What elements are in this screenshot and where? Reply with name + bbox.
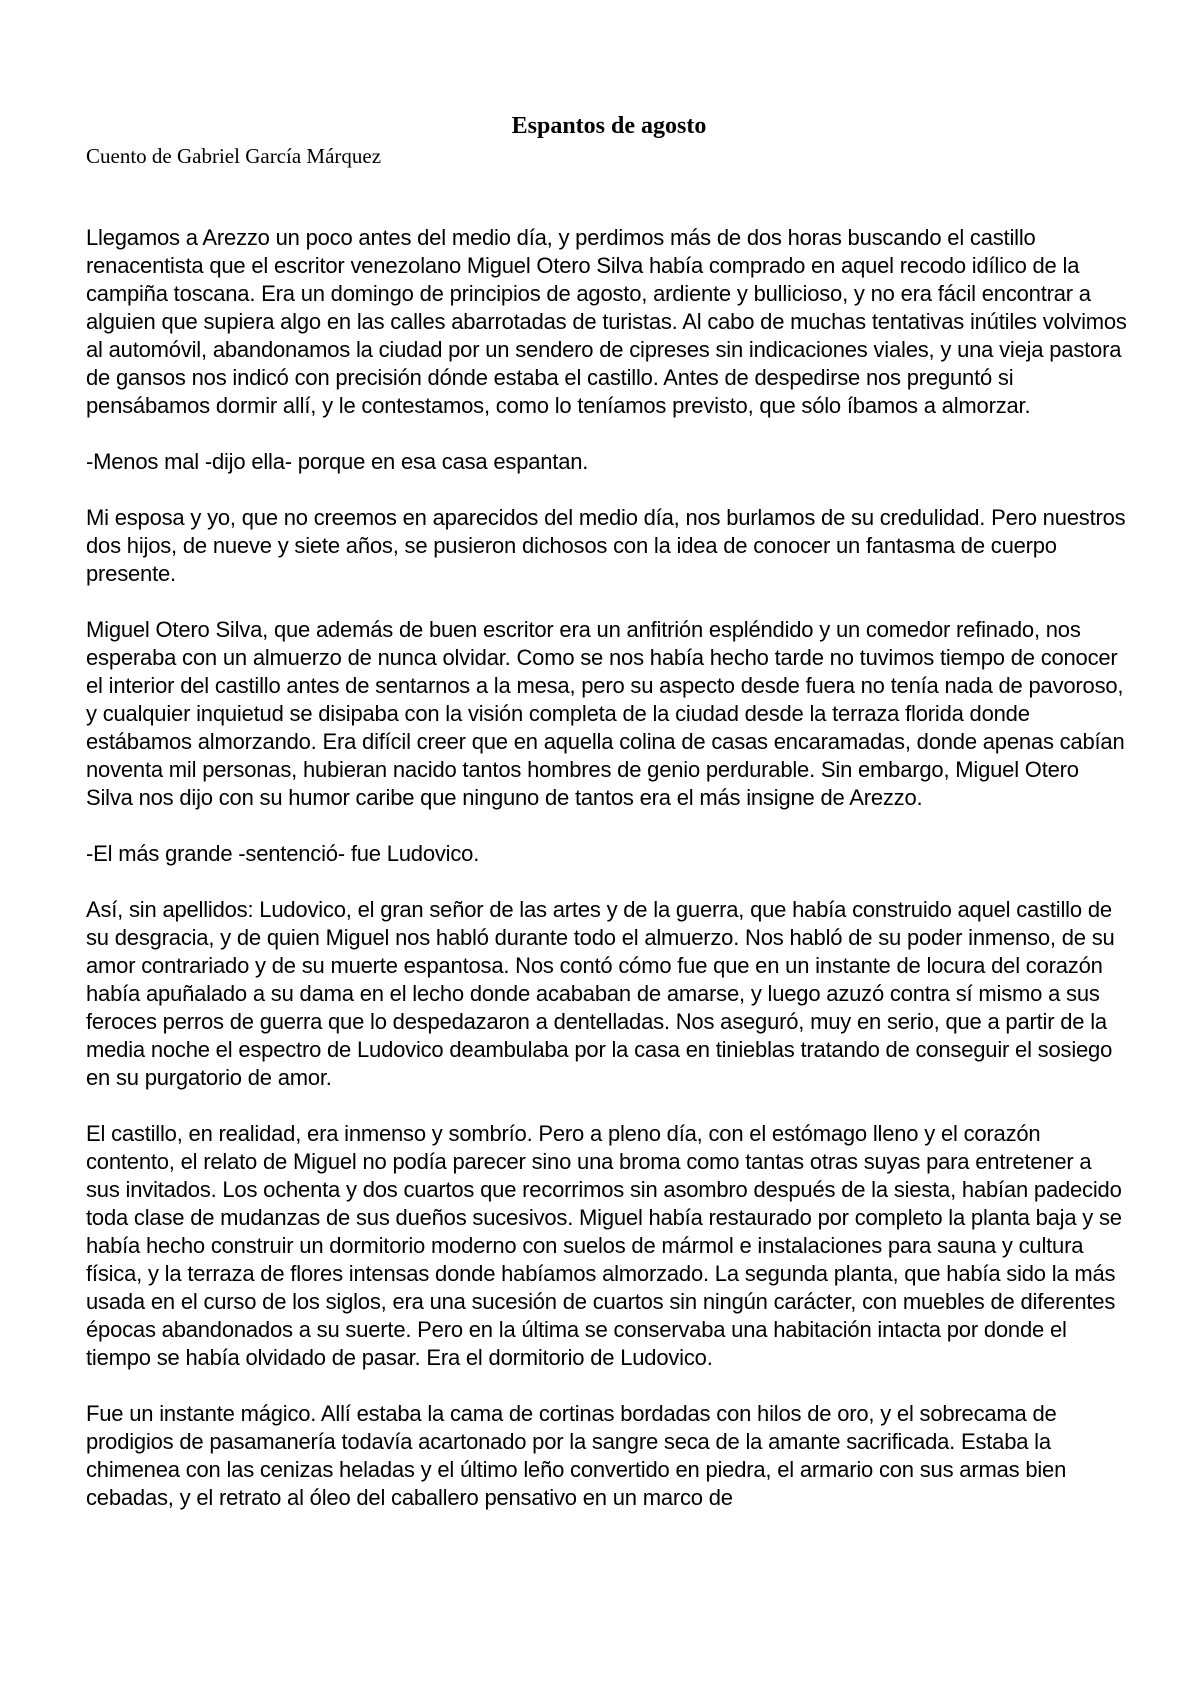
story-body: [86, 224, 1130, 1540]
paragraph: Llegamos a Arezzo un poco antes del medio día, y perdimos más de dos horas buscando el castillo renacentista que el escritor venezolano Miguel Otero Silva había comprado en aquel recodo idílico de la campiña toscana. Era un domingo de principios de agosto, ardiente y bullicioso, y no era fácil encontrar a alguien que supiera algo en las calles abarrotadas de turistas. Al cabo de muchas tentativas inútiles volvimos al automóvil, abandonamos la ciudad por un sendero de cipreses sin indicaciones viales, y una vieja pastora de gansos nos indicó con precisión dónde estaba el castillo. Antes de despedirse nos preguntó si pensábamos dormir allí, y le contestamos, como lo teníamos previsto, que sólo íbamos a almorzar.: [86, 225, 1127, 418]
paragraph: Así, sin apellidos: Ludovico, el gran señor de las artes y de la guerra, que había construido aquel castillo de su desgracia, y de quien Miguel nos habló durante todo el almuerzo. Nos habló de su poder inmenso, de su amor contrariado y de su muerte espantosa. Nos contó cómo fue que en un instante de locura del corazón había apuñalado a su dama en el lecho donde acababan de amarse, y luego azuzó contra sí mismo a sus feroces perros de guerra que lo despedazaron a dentelladas. Nos aseguró, muy en serio, que a partir de la media noche el espectro de Ludovico deambulaba por la casa en tinieblas tratando de conseguir el sosiego en su purgatorio de amor.: [86, 897, 1115, 1090]
document-subtitle: Cuento de Gabriel García Márquez: [86, 144, 382, 168]
document-title: Espantos de agosto: [511, 113, 707, 139]
paragraph: Fue un instante mágico. Allí estaba la cama de cortinas bordadas con hilos de oro, y el sobrecama de prodigios de pasamanería todavía acartonado por la sangre seca de la amante sacrificada. Estaba la chimenea con las cenizas heladas y el último leño convertido en piedra, el armario con sus armas bien cebadas, y el retrato al óleo del caballero pensativo en un marco de: [86, 1401, 1067, 1510]
paragraph: El castillo, en realidad, era inmenso y sombrío. Pero a pleno día, con el estómago lleno y el corazón contento, el relato de Miguel no podía parecer sino una broma como tantas otras suyas para entretener a sus invitados. Los ochenta y dos cuartos que recorrimos sin asombro después de la siesta, habían padecido toda clase de mudanzas de sus dueños sucesivos. Miguel había restaurado por completo la planta baja y se había hecho construir un dormitorio moderno con suelos de mármol e instalaciones para sauna y cultura física, y la terraza de flores intensas donde habíamos almorzado. La segunda planta, que había sido la más usada en el curso de los siglos, era una sucesión de cuartos sin ningún carácter, con muebles de diferentes épocas abandonados a su suerte. Pero en la última se conservaba una habitación intacta por donde el tiempo se había olvidado de pasar. Era el dormitorio de Ludovico.: [86, 1121, 1122, 1370]
paragraph: -El más grande -sentenció- fue Ludovico.: [86, 841, 480, 866]
paragraph: Miguel Otero Silva, que además de buen escritor era un anfitrión espléndido y un comedor refinado, nos esperaba con un almuerzo de nunca olvidar. Como se nos había hecho tarde no tuvimos tiempo de conocer el interior del castillo antes de sentarnos a la mesa, pero su aspecto desde fuera no tenía nada de pavoroso, y cualquier inquietud se disipaba con la visión completa de la ciudad desde la terraza florida donde estábamos almorzando. Era difícil creer que en aquella colina de casas encaramadas, donde apenas cabían noventa mil personas, hubieran nacido tantos hombres de genio perdurable. Sin embargo, Miguel Otero Silva nos dijo con su humor caribe que ninguno de tantos era el más insigne de Arezzo.: [86, 617, 1125, 810]
paragraph: Mi esposa y yo, que no creemos en aparecidos del medio día, nos burlamos de su credulidad. Pero nuestros dos hijos, de nueve y siete años, se pusieron dichosos con la idea de conocer un fantasma de cuerpo presente.: [86, 505, 1126, 586]
paragraph: -Menos mal -dijo ella- porque en esa casa espantan.: [86, 449, 589, 474]
